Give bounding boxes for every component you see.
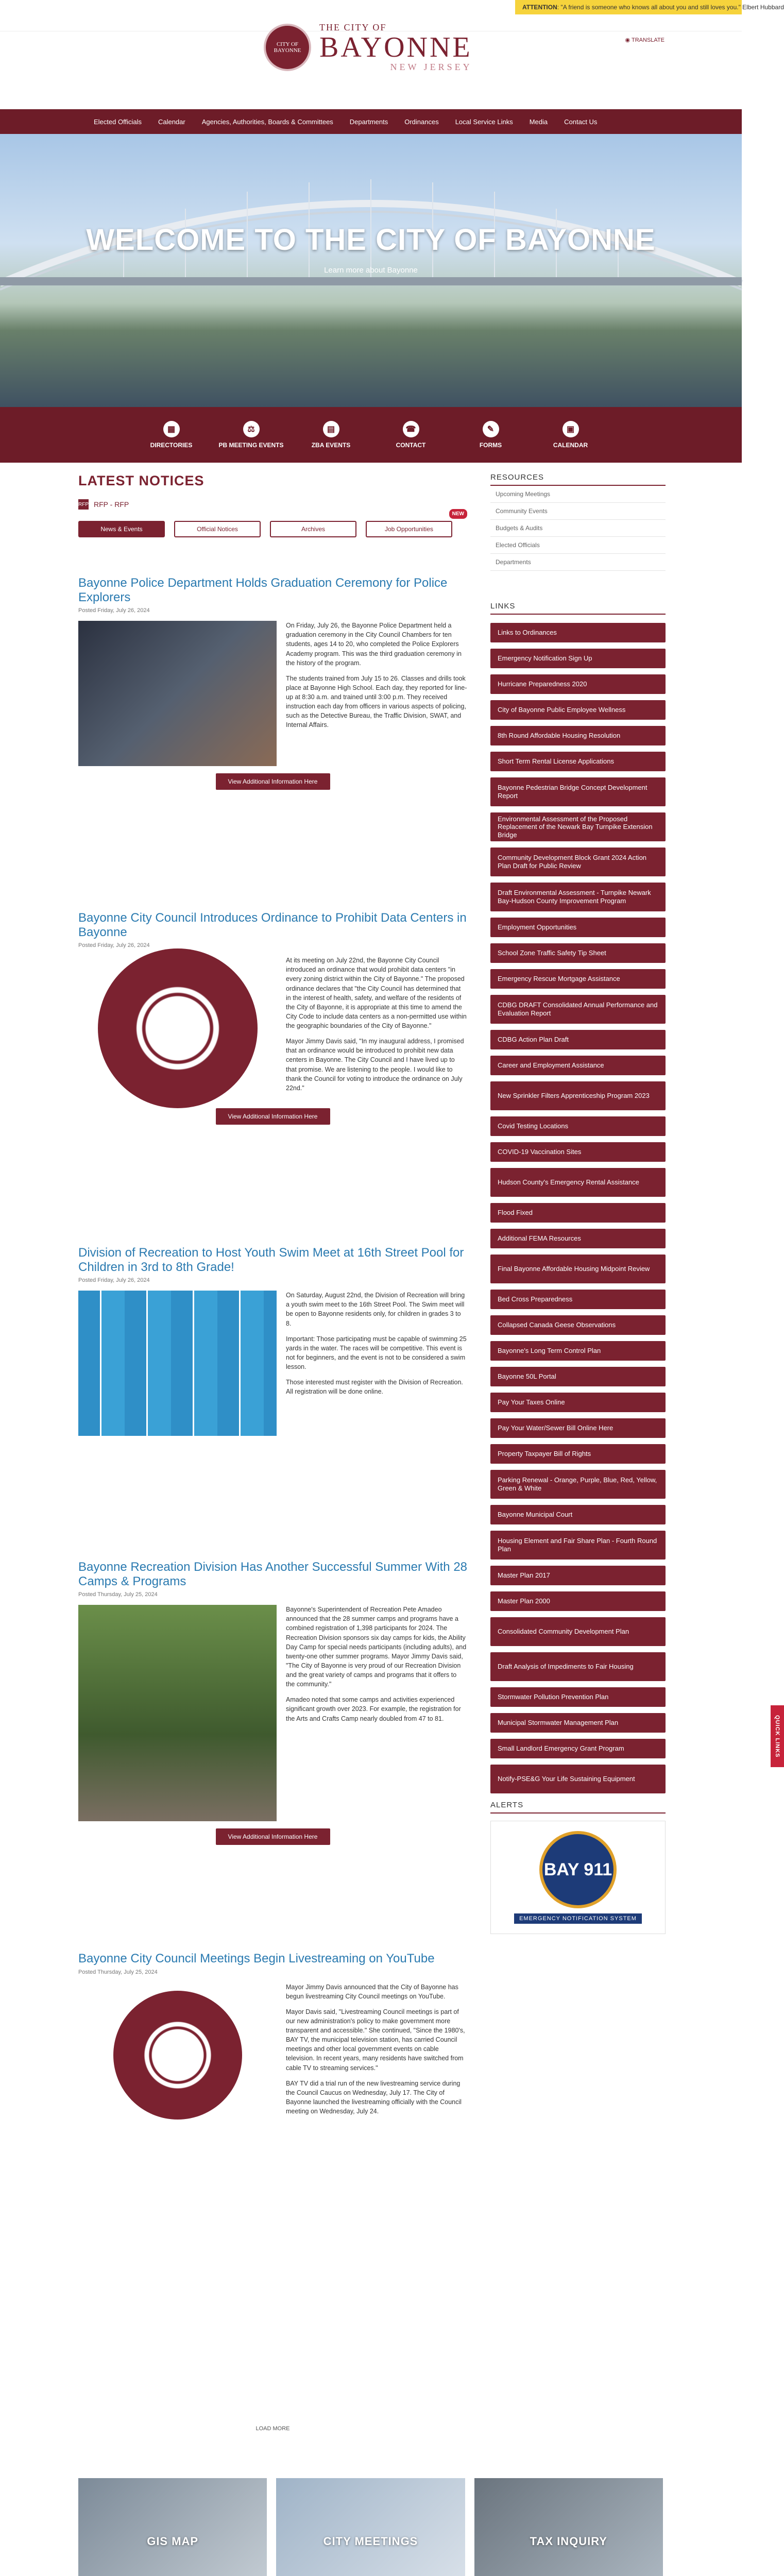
alert-subtitle: EMERGENCY NOTIFICATION SYSTEM [514, 1913, 642, 1924]
article-paragraph: Important: Those participating must be capable of swimming 25 yards in the water. The races will be competitive. This event is not for beginners, and the event is not to be considered a swim lesson. [286, 1335, 467, 1371]
link-item[interactable]: Housing Element and Fair Share Plan - Fourth Round Plan [490, 1531, 666, 1560]
link-item[interactable]: CDBG DRAFT Consolidated Annual Performance and Evaluation Report [490, 995, 666, 1024]
link-item[interactable]: 8th Round Affordable Housing Resolution [490, 726, 666, 745]
attention-label: ATTENTION [522, 4, 557, 11]
article-title[interactable]: Bayonne Police Department Holds Graduation Ceremony for Police Explorers [78, 576, 448, 604]
brand-the-city-of: THE CITY OF [319, 22, 387, 32]
resources-heading: RESOURCES [490, 473, 666, 486]
bay911-alert-banner[interactable] [490, 1821, 666, 1934]
article-date: Posted Thursday, July 25, 2024 [78, 1969, 158, 1975]
document-icon: ▤ [323, 421, 339, 437]
notices-column [78, 473, 468, 2432]
article-swim-meet [78, 1246, 467, 1436]
resources-list [490, 486, 666, 571]
nav-contact-us[interactable]: Contact Us [564, 117, 598, 126]
article-photo [78, 621, 277, 766]
article-paragraph: On Friday, July 26, the Bayonne Police Department held a graduation ceremony in the City Council Chambers for ten students, ages 14 to 20, who completed the Police Explorers Academy program. This was the third graduation ceremony in the history of the program. [286, 622, 462, 667]
resource-item[interactable]: Departments [490, 554, 666, 571]
links-heading: LINKS [490, 602, 666, 615]
hero-learn-more-link[interactable]: Learn more about Bayonne [324, 266, 418, 275]
card-label: GIS MAP [147, 2534, 199, 2548]
quick-pb-meeting-events[interactable] [211, 407, 291, 463]
nav-elected-officials[interactable]: Elected Officials [94, 117, 142, 126]
link-item[interactable]: Consolidated Community Development Plan [490, 1617, 666, 1646]
nav-agencies[interactable]: Agencies, Authorities, Boards & Committees [201, 117, 333, 126]
article-police-explorers [78, 576, 467, 790]
link-item[interactable]: COVID-19 Vaccination Sites [490, 1142, 666, 1162]
view-more-button[interactable]: View Additional Information Here [216, 1108, 330, 1125]
link-item[interactable]: Municipal Stormwater Management Plan [490, 1713, 666, 1733]
notice-tabs [78, 521, 467, 537]
tab-archives[interactable]: Archives [270, 521, 356, 537]
building-icon: ▦ [163, 421, 180, 437]
article-paragraph: The students trained from July 15 to 26. Classes and drills took place at Bayonne High School. Each day, they reported for line-up at 8:30 a.m. and trained until 3:00 p.m. They received instruction each day from officers in various aspects of policing, such as the Detective Bureau, the Traffic Division, SWAT, and Internal Affairs. [286, 674, 467, 729]
article-paragraph: At its meeting on July 22nd, the Bayonne City Council introduced an ordinance that would prohibit data centers "in every zoning district within the City of Bayonne." The proposed ordinance declares that "the City Council has determined that in the interest of health, safety, and welfare of the residents of the City of Bayonne, it is appropriate at this time to amend the City Code to include data centers as a non-permitted use within the geographic boundaries of the City of Bayonne." [286, 957, 467, 1030]
card-city-meetings[interactable] [276, 2478, 465, 2576]
article-paragraph: Mayor Davis said, "Livestreaming Council meetings is part of our new administration's policy to make government more transparent and accessible." She continued, "Since the 1980's, BAY TV, the municipal television station, has carried Council meetings and other local government events on cable television. In recent years, many residents have switched from cable TV to streaming services." [286, 2008, 465, 2072]
link-item[interactable]: Bed Cross Preparedness [490, 1290, 666, 1309]
hero-title: WELCOME TO THE CITY OF BAYONNE [86, 223, 656, 257]
bay911-logo: BAY 911 [539, 1831, 617, 1908]
attention-quote: "A friend is someone who knows all about you and still loves you." Elbert Hubbard [560, 4, 784, 11]
link-item[interactable]: Notify-PSE&G Your Life Sustaining Equipment [490, 1765, 666, 1793]
quick-label: DIRECTORIES [150, 442, 193, 449]
link-item[interactable]: Final Bayonne Affordable Housing Midpoint Review [490, 1255, 666, 1283]
sidebar [490, 473, 666, 1934]
rfp-notice[interactable] [78, 499, 467, 510]
latest-notices-heading: LATEST NOTICES [78, 473, 204, 488]
link-item[interactable]: CDBG Action Plan Draft [490, 1030, 666, 1049]
resource-item[interactable]: Elected Officials [490, 537, 666, 554]
nav-media[interactable]: Media [529, 117, 548, 126]
quick-calendar[interactable] [531, 407, 610, 463]
article-paragraph: BAY TV did a trial run of the new livestreaming service during the Council Caucus on Wednesday, July 17. The City of Bayonne launched the livestreaming officially with the Council meeting on Wednesday, July 24. [286, 2079, 462, 2115]
quick-forms[interactable] [451, 407, 531, 463]
view-more-button[interactable]: View Additional Information Here [216, 1828, 330, 1845]
quick-directories[interactable] [131, 407, 211, 463]
article-title[interactable]: Division of Recreation to Host Youth Swim Meet at 16th Street Pool for Children in 3rd to 8th Grade! [78, 1246, 464, 1274]
site-logo[interactable] [264, 22, 472, 73]
city-seal-icon [113, 1991, 242, 2120]
tab-job-opportunities[interactable]: Job Opportunities [366, 521, 452, 537]
link-item[interactable]: Covid Testing Locations [490, 1116, 666, 1136]
link-item[interactable]: City of Bayonne Public Employee Wellness [490, 700, 666, 720]
link-item[interactable]: Environmental Assessment of the Proposed Replacement of the Newark Bay Turnpike Extension Bridge [490, 812, 666, 841]
link-item[interactable]: Pay Your Taxes Online [490, 1393, 666, 1412]
link-item[interactable]: Links to Ordinances [490, 623, 666, 642]
links-list [490, 623, 666, 1793]
feature-cards [78, 2478, 663, 2576]
article-recreation-summer [78, 1560, 467, 1845]
link-item[interactable]: Community Development Block Grant 2024 Action Plan Draft for Public Review [490, 848, 666, 876]
link-item[interactable]: Career and Employment Assistance [490, 1056, 666, 1075]
quick-label: CALENDAR [553, 442, 588, 449]
link-item[interactable]: Bayonne 50L Portal [490, 1367, 666, 1386]
quick-zba-events[interactable] [291, 407, 371, 463]
alerts-heading: ALERTS [490, 1801, 666, 1814]
article-paragraph: Bayonne's Superintendent of Recreation Pete Amadeo announced that the 28 summer camps and programs have a combined registration of 1,398 participants for 2024. The Recreation Division sponsors six day camps for kids, the Ability Day Camp for special needs participants (including adults), and twenty-one other summer programs. Mayor Jimmy Davis said, "The City of Bayonne is very proud of our Recreation Division and the great variety of camps and programs that it offers to the community." [286, 1606, 467, 1688]
link-item[interactable]: Stormwater Pollution Prevention Plan [490, 1687, 666, 1707]
city-seal-icon [98, 948, 258, 1108]
nav-ordinances[interactable]: Ordinances [404, 117, 439, 126]
link-item[interactable]: Master Plan 2017 [490, 1566, 666, 1585]
nav-calendar[interactable]: Calendar [158, 117, 185, 126]
view-more-button[interactable]: View Additional Information Here [216, 773, 330, 790]
article-paragraph: Mayor Jimmy Davis said, "In my inaugural address, I promised that an ordinance would be introduced to prohibit new data centers in Bayonne. The City Council and I have lived up to that promise. We are listening to the people. I would like to thank the Council for voting to introduce the ordinance on July 22nd." [286, 1038, 464, 1092]
article-youtube-livestream [78, 1952, 467, 2128]
translate-label: TRANSLATE [632, 37, 664, 43]
link-item[interactable]: Small Landlord Emergency Grant Program [490, 1739, 666, 1758]
quick-label: CONTACT [396, 442, 426, 449]
article-date: Posted Thursday, July 25, 2024 [78, 1591, 158, 1598]
card-tax-inquiry[interactable] [474, 2478, 663, 2576]
article-paragraph: On Saturday, August 22nd, the Division of Recreation will bring a youth swim meet to the 16th Street Pool. The Swim meet will be open to Bayonne residents only, for children in grades 3 to 8. [286, 1292, 465, 1327]
article-date: Posted Friday, July 26, 2024 [78, 1277, 150, 1284]
tab-official-notices[interactable]: Official Notices [174, 521, 261, 537]
article-photo [78, 1605, 277, 1821]
quick-links-tab[interactable]: QUICK LINKS [771, 1705, 784, 1767]
article-title[interactable]: Bayonne City Council Meetings Begin Livestreaming on YouTube [78, 1952, 435, 1965]
article-date: Posted Friday, July 26, 2024 [78, 607, 150, 614]
hero-banner [0, 134, 742, 407]
seal-text: CITY OF BAYONNE [274, 41, 301, 54]
article-data-centers [78, 911, 467, 1125]
article-photo [78, 1291, 277, 1436]
link-item[interactable]: Collapsed Canada Geese Observations [490, 1315, 666, 1335]
link-item[interactable]: Short Term Rental License Applications [490, 752, 666, 771]
card-label: CITY MEETINGS [323, 2534, 418, 2548]
main-area [0, 463, 742, 2576]
brand-city-name: BAYONNE [319, 31, 472, 63]
load-more-button[interactable]: LOAD MORE [255, 2426, 290, 2432]
link-item[interactable]: Master Plan 2000 [490, 1591, 666, 1611]
link-item[interactable]: Pay Your Water/Sewer Bill Online Here [490, 1418, 666, 1438]
link-item[interactable]: Emergency Notification Sign Up [490, 649, 666, 668]
link-item[interactable]: Emergency Rescue Mortgage Assistance [490, 969, 666, 989]
brand-state: NEW JERSEY [390, 62, 472, 72]
translate-button[interactable]: ◉ TRANSLATE [625, 37, 664, 43]
quick-contact[interactable] [371, 407, 451, 463]
nav-local-service-links[interactable]: Local Service Links [455, 117, 513, 126]
nav-departments[interactable]: Departments [349, 117, 388, 126]
link-item[interactable]: Hurricane Preparedness 2020 [490, 674, 666, 694]
link-item[interactable]: Flood Fixed [490, 1203, 666, 1223]
article-title[interactable]: Bayonne City Council Introduces Ordinance to Prohibit Data Centers in Bayonne [78, 911, 467, 939]
city-seal-icon [264, 24, 311, 71]
rfp-icon: RFP [78, 499, 89, 510]
rfp-text: RFP - RFP [94, 500, 129, 509]
attention-banner: ATTENTION: "A friend is someone who knows all about you and still loves you." Elbert Hubbard [515, 0, 742, 14]
tab-news-events[interactable]: News & Events [78, 521, 165, 537]
phone-icon: ☎ [403, 421, 419, 437]
link-item[interactable]: Employment Opportunities [490, 918, 666, 937]
gavel-icon: ⚖ [243, 421, 260, 437]
link-item[interactable]: Property Taxpayer Bill of Rights [490, 1444, 666, 1464]
calendar-icon: ▣ [563, 421, 579, 437]
article-paragraph: Those interested must register with the Division of Recreation. All registration will be done online. [286, 1379, 463, 1396]
link-item[interactable]: Additional FEMA Resources [490, 1229, 666, 1248]
article-title[interactable]: Bayonne Recreation Division Has Another Successful Summer With 28 Camps & Programs [78, 1560, 468, 1588]
link-item[interactable]: Hudson County's Emergency Rental Assistance [490, 1168, 666, 1197]
card-label: TAX INQUIRY [530, 2534, 607, 2548]
resource-item[interactable]: Upcoming Meetings [490, 486, 666, 503]
article-seal-image [78, 1982, 277, 2128]
quick-label: PB MEETING EVENTS [218, 442, 284, 449]
resource-item[interactable]: Budgets & Audits [490, 520, 666, 537]
article-seal-image [78, 956, 277, 1101]
site-header [0, 22, 742, 109]
link-item[interactable]: School Zone Traffic Safety Tip Sheet [490, 943, 666, 963]
card-gis-map[interactable] [78, 2478, 267, 2576]
link-item[interactable]: Draft Environmental Assessment - Turnpike Newark Bay-Hudson County Improvement Program [490, 883, 666, 911]
link-item[interactable]: Bayonne Municipal Court [490, 1505, 666, 1524]
quick-access-bar [0, 407, 742, 463]
article-date: Posted Friday, July 26, 2024 [78, 942, 150, 949]
link-item[interactable]: Bayonne's Long Term Control Plan [490, 1341, 666, 1361]
link-item[interactable]: Bayonne Pedestrian Bridge Concept Development Report [490, 777, 666, 806]
link-item[interactable]: Draft Analysis of Impediments to Fair Housing [490, 1652, 666, 1681]
article-paragraph: Amadeo noted that some camps and activities experienced significant growth over 2023. For example, the registration for the Arts and Crafts Camp nearly doubled from 47 to 81. [286, 1696, 461, 1722]
resource-item[interactable]: Community Events [490, 503, 666, 520]
link-item[interactable]: New Sprinkler Filters Apprenticeship Program 2023 [490, 1081, 666, 1110]
form-icon: ✎ [483, 421, 499, 437]
new-badge: NEW [449, 509, 467, 519]
quick-label: ZBA EVENTS [311, 442, 351, 449]
main-nav [0, 109, 742, 134]
link-item[interactable]: Parking Renewal - Orange, Purple, Blue, Red, Yellow, Green & White [490, 1470, 666, 1499]
quick-label: FORMS [479, 442, 502, 449]
article-paragraph: Mayor Jimmy Davis announced that the City of Bayonne has begun livestreaming City Council meetings on YouTube. [286, 1983, 458, 2000]
